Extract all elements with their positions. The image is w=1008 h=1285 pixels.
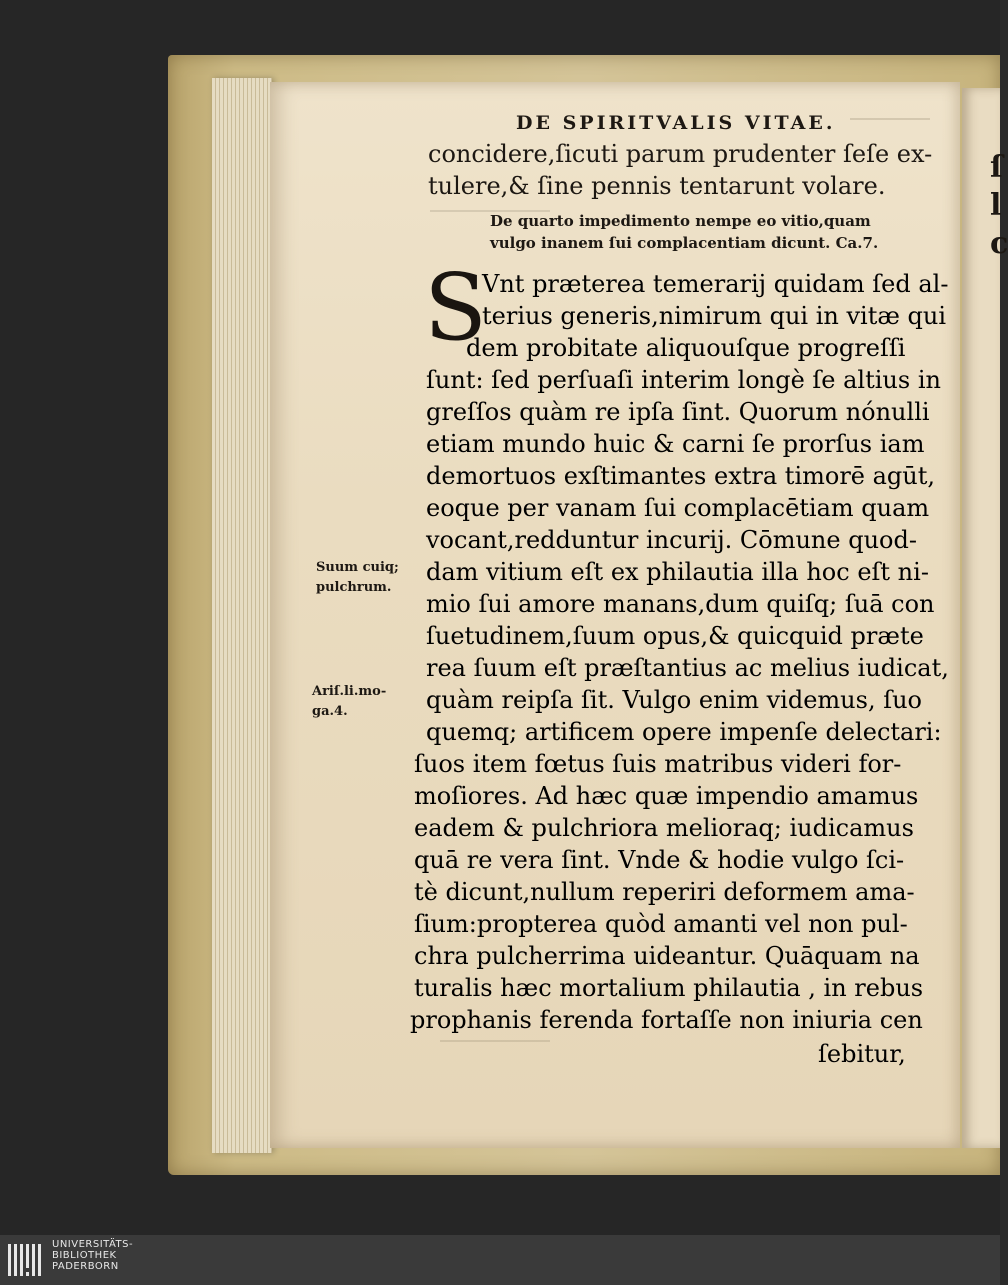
text-line: moſiores. Ad hæc quæ impendio amamus <box>414 782 919 810</box>
chapter-heading: De quarto impedimento nempe eo vitio,quam <box>490 212 871 230</box>
text-line: tulere,& ſine pennis tentarunt volare. <box>428 172 886 200</box>
catchword: ſebitur, <box>818 1040 906 1068</box>
text-line: ſium:propterea quòd amanti vel non pul- <box>414 910 908 938</box>
text-line: concidere,ſicuti parum prudenter ſeſe ex- <box>428 140 933 168</box>
text-line: vocant,redduntur incurij. Cōmune quod- <box>426 526 917 554</box>
text-line: rea ſuum eſt præſtantius ac melius iudicat, <box>426 654 949 682</box>
facing-page-glyph: ſ <box>990 150 1003 185</box>
library-logo-icon <box>6 1240 46 1280</box>
text-line: quemq; artificem opere impenſe delectari: <box>426 718 942 746</box>
text-line: chra pulcherrima uideantur. Quāquam na <box>414 942 920 970</box>
bleed-through <box>850 118 930 134</box>
text-line: dam vitium eſt ex philautia illa hoc eſt ni- <box>426 558 929 586</box>
drop-cap: S <box>424 254 488 361</box>
text-line: terius generis,nimirum qui in vitæ qui <box>482 302 947 330</box>
text-line: dem probitate aliquouſque progreſſi <box>466 334 906 362</box>
text-line: mio ſui amore manans,dum quiſq; ſuā con <box>426 590 935 618</box>
library-logo-line: UNIVERSITÄTS- <box>52 1239 134 1250</box>
text-line: ſuetudinem,ſuum opus,& quicquid præte <box>426 622 924 650</box>
text-line: prophanis ferenda fortaſſe non iniuria cen <box>410 1006 923 1034</box>
text-line: ſunt: ſed perſuaſi interim longè ſe altius in <box>426 366 941 394</box>
chapter-heading: vulgo inanem ſui complacentiam dicunt. Ca.7. <box>490 234 879 252</box>
library-logo-line: BIBLIOTHEK <box>52 1250 117 1261</box>
page-edges <box>212 78 272 1153</box>
text-line: quàm reipſa ſit. Vulgo enim videmus, ſuo <box>426 686 922 714</box>
text-line: Vnt præterea temerarij quidam ſed al- <box>482 270 949 298</box>
text-line: quā re vera ſint. Vnde & hodie vulgo ſci- <box>414 846 905 874</box>
text-line: eoque per vanam ſui complacētiam quam <box>426 494 930 522</box>
footer-bar <box>0 1235 1000 1285</box>
text-line: eadem & pulchriora melioraq; iudicamus <box>414 814 914 842</box>
text-line: etiam mundo huic & carni ſe prorſus iam <box>426 430 925 458</box>
bleed-through <box>440 1040 550 1056</box>
text-line: demortuos exſtimantes extra timorē agūt, <box>426 462 936 490</box>
library-logo-line: PADERBORN <box>52 1261 119 1272</box>
text-line: ſuos item fœtus ſuis matribus videri for- <box>414 750 902 778</box>
running-head: DE SPIRITVALIS VITAE. <box>516 112 836 134</box>
text-line: tè dicunt,nullum reperiri deformem ama- <box>414 878 915 906</box>
marginal-note: Suum cuiq; <box>316 560 399 575</box>
library-logo-text <box>52 1239 133 1272</box>
marginal-note: Ariſ.li.mo- <box>312 684 387 699</box>
facing-page-glyph: c <box>990 226 1008 261</box>
marginal-note: ga.4. <box>312 704 348 719</box>
text-line: greſſos quàm re ipſa ſint. Quorum nónulli <box>426 398 930 426</box>
text-line: turalis hæc mortalium philautia , in rebus <box>414 974 924 1002</box>
marginal-note: pulchrum. <box>316 580 392 595</box>
facing-page-glyph: l <box>990 188 1002 223</box>
